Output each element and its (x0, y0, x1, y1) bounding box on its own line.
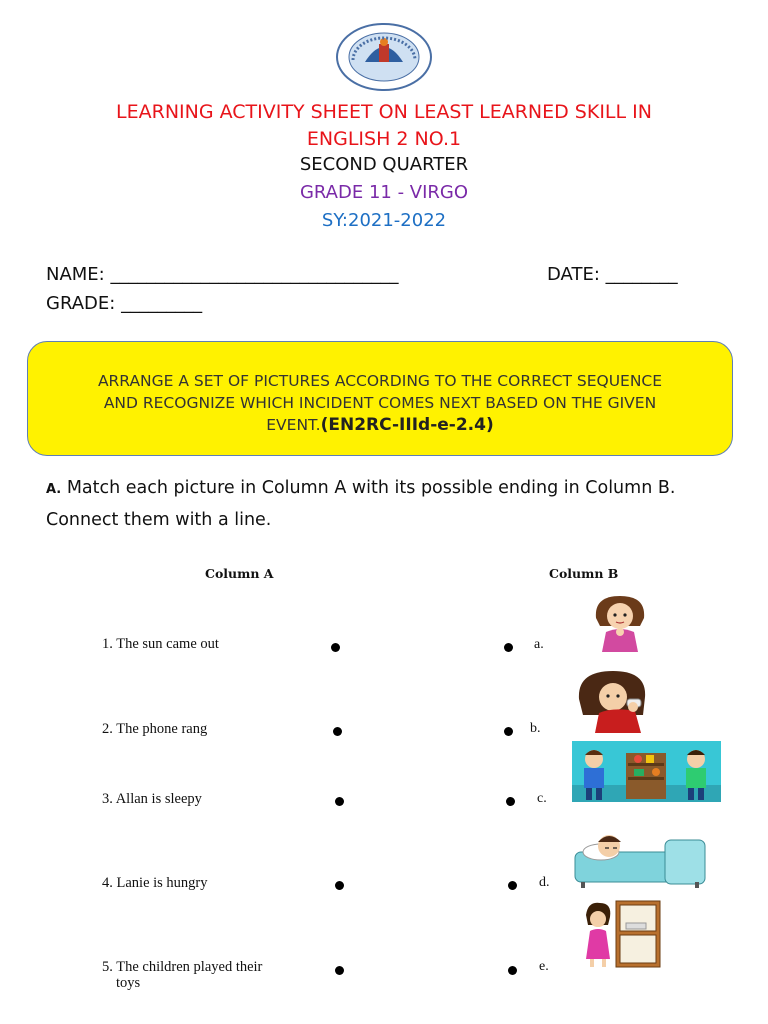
children-playing-picture (572, 741, 721, 802)
letter-d: d. (539, 875, 550, 890)
competency-line-3: EVENT.(EN2RC-IIId-e-2.4) (266, 415, 494, 435)
sheet-title (0, 99, 768, 153)
section-letter: A. (46, 482, 62, 497)
item-1: 1. The sun came out (102, 636, 219, 652)
competency-line-2: AND RECOGNIZE WHICH INCIDENT COMES NEXT BASED ON THE GIVEN (103, 394, 657, 412)
instruction-line-2: Connect them with a line. (46, 510, 272, 530)
dot-a-3[interactable] (335, 797, 344, 806)
item-3: 3. Allan is sleepy (102, 791, 202, 807)
girl-thinking-picture (584, 592, 656, 654)
quarter: SECOND QUARTER (299, 154, 469, 175)
woman-on-phone-picture (573, 669, 671, 733)
student-fields (46, 264, 678, 322)
date-label: DATE: (547, 264, 606, 285)
instruction-line-1: Match each picture in Column A with its possible ending in Column B. (61, 478, 676, 498)
column-a-header: Column A (205, 566, 274, 581)
grade-label: GRADE: (46, 293, 122, 314)
letter-a: a. (534, 637, 544, 652)
competency-line-1: ARRANGE A SET OF PICTURES ACCORDING TO THE CORRECT SEQUENCE (97, 372, 663, 390)
dot-a-1[interactable] (331, 643, 340, 652)
name-label: NAME: (46, 264, 111, 285)
competency-code: EN2RC-IIId-e-2.4 (328, 415, 486, 435)
item-5: 5. The children played their toys (102, 959, 263, 991)
dot-b-a[interactable] (504, 643, 513, 652)
letter-c: c. (537, 791, 547, 806)
dot-b-d[interactable] (508, 881, 517, 890)
date-row (547, 264, 678, 285)
instructions (46, 473, 675, 535)
grade-row (46, 293, 398, 322)
child-sleeping-picture (573, 830, 707, 888)
dot-b-c[interactable] (506, 797, 515, 806)
grade-section: GRADE 11 - VIRGO (299, 182, 469, 203)
dot-a-4[interactable] (335, 881, 344, 890)
letter-e: e. (539, 959, 549, 974)
letter-b: b. (530, 721, 541, 736)
column-b-header: Column B (549, 566, 619, 581)
girl-at-cupboard-picture (576, 899, 662, 969)
name-blank[interactable]: ________________________________ (110, 264, 399, 285)
name-row (46, 264, 678, 293)
item-4: 4. Lanie is hungry (102, 875, 208, 891)
title-line-2: ENGLISH 2 NO.1 (306, 128, 462, 150)
title-line-1: LEARNING ACTIVITY SHEET ON LEAST LEARNED SKILL IN (116, 101, 652, 123)
school-year: SY:2021-2022 (321, 210, 447, 231)
competency-box (27, 341, 733, 456)
dot-a-5[interactable] (335, 966, 344, 975)
grade-blank[interactable]: _________ (121, 293, 203, 314)
dot-b-e[interactable] (508, 966, 517, 975)
date-blank[interactable]: ________ (605, 264, 678, 285)
school-logo-seal (335, 22, 433, 92)
item-2: 2. The phone rang (102, 721, 208, 737)
dot-b-b[interactable] (504, 727, 513, 736)
dot-a-2[interactable] (333, 727, 342, 736)
